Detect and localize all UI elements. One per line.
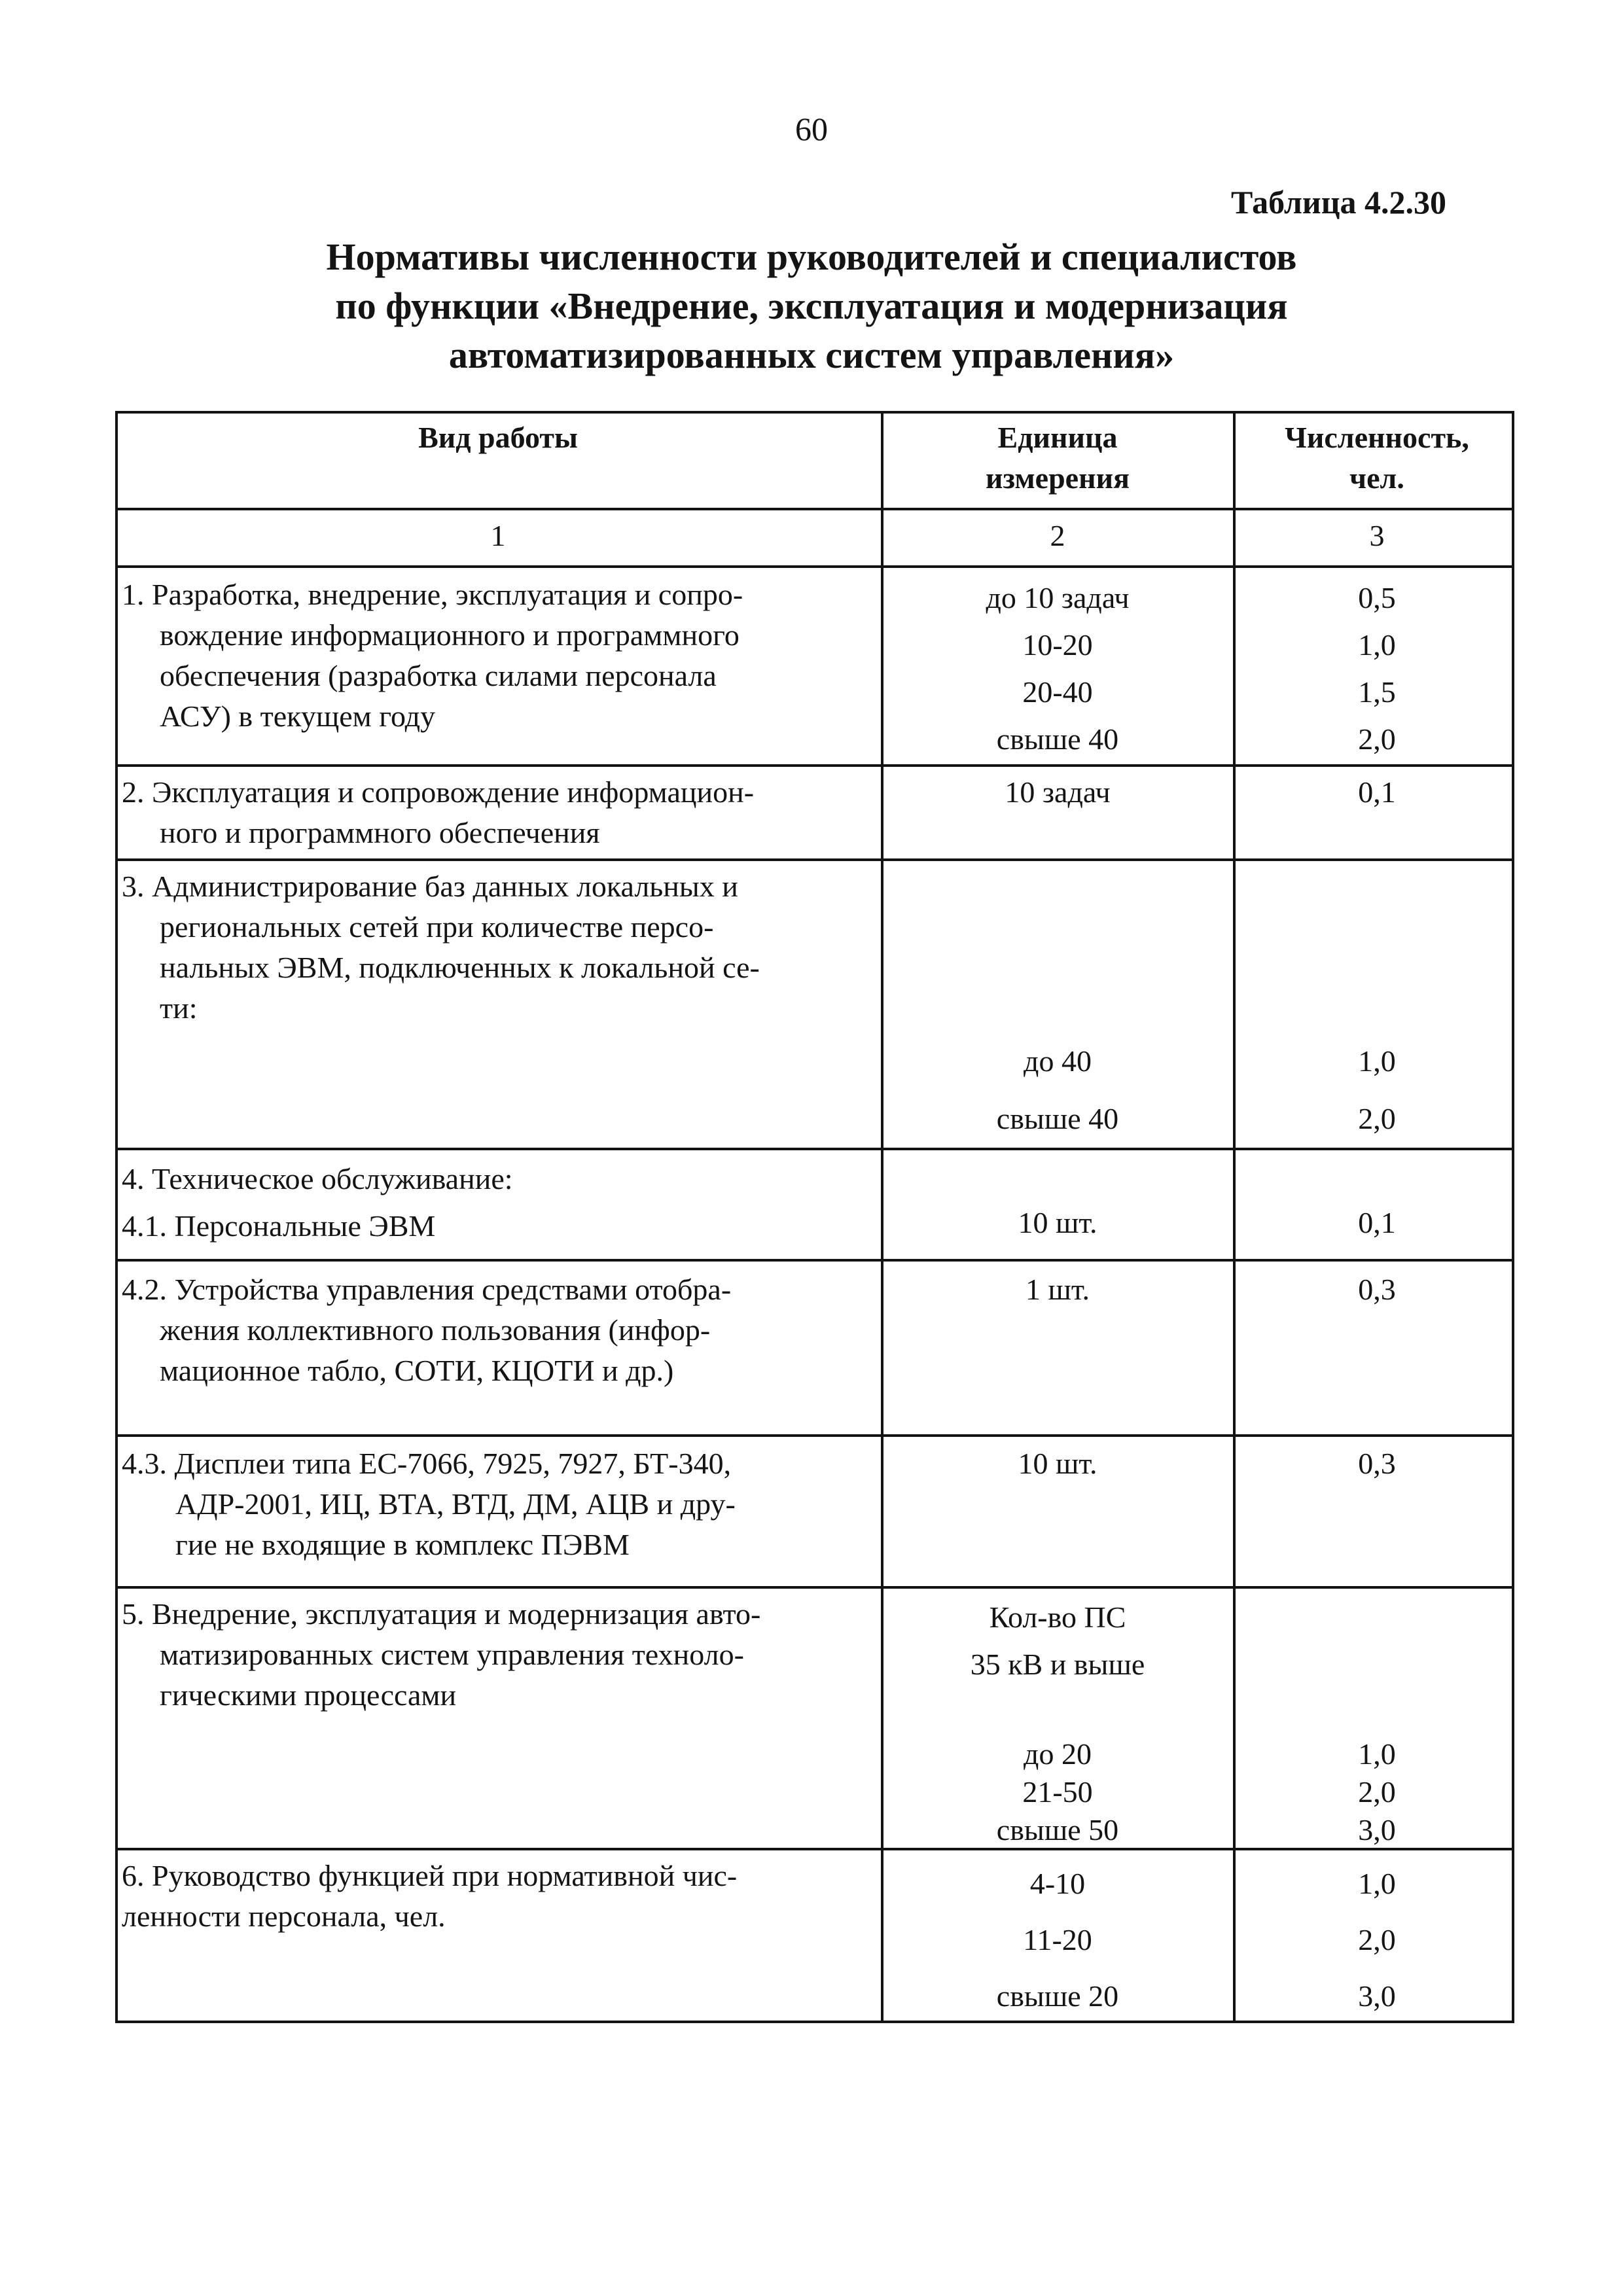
work-line: гическими процессами [160,1678,457,1712]
work-line: гие не входящие в комплекс ПЭВМ [175,1528,630,1561]
value: 2,0 [1358,1923,1396,1956]
work-line: ти: [160,991,198,1025]
header-unit-line1: Единица [997,421,1118,454]
unit: свыше 40 [996,722,1119,756]
row5-work [122,1594,874,1716]
table-label: Таблица 4.2.30 [1230,184,1446,221]
row42-value: 0,3 [1358,1273,1396,1306]
header-staff-count [1240,417,1514,499]
document-title [249,232,1374,380]
unit: свыше 40 [996,1102,1119,1135]
row3-values [1240,1033,1514,1148]
work-line: ного и программного обеспечения [160,816,600,849]
row-divider [115,1148,1514,1150]
value: 3,0 [1358,1813,1396,1846]
row2-unit: 10 задач [1005,775,1111,809]
work-line: 1. Разработка, внедрение, эксплуатация и сопро- [122,578,743,611]
row-divider [115,565,1514,568]
row43-value: 0,3 [1358,1447,1396,1480]
work-line: 2. Эксплуатация и сопровождение информацион- [122,775,755,809]
row4-work [122,1156,874,1250]
work-line: АДР-2001, ИЦ, ВТА, ВТД, ДМ, АЦВ и дру- [175,1487,736,1521]
value: 0,5 [1358,581,1396,614]
row6-work [122,1856,874,1937]
row3-units [881,1033,1234,1148]
table-border-top [115,411,1514,414]
row41-value: 0,1 [1358,1206,1396,1239]
row5-values [1240,1735,1514,1849]
work-line: матизированных систем управления техноло- [160,1638,744,1671]
norms-table [115,411,1514,2023]
title-line-1: Нормативы численности руководителей и специалистов [326,236,1297,278]
value: 1,0 [1358,628,1396,662]
work-line: 6. Руководство функцией при нормативной чис- [122,1859,738,1892]
col-number-2: 2 [1050,519,1065,552]
row6-units [881,1856,1234,2024]
col-number-3: 3 [1369,519,1385,552]
header-count-line2: чел. [1349,461,1404,495]
unit: 4-10 [1029,1867,1086,1900]
header-work-type: Вид работы [418,421,578,454]
unit: свыше 20 [996,1979,1119,2013]
table-border-left [115,411,118,2023]
row2-value: 0,1 [1358,775,1396,809]
row42-unit: 1 шт. [1025,1273,1090,1306]
work-line: 4. Техническое обслуживание: [122,1162,513,1195]
header-count-line1: Численность, [1285,421,1469,454]
row1-units [881,574,1234,763]
row-divider [115,1259,1514,1262]
work-line: региональных сетей при количестве персо- [160,910,714,944]
unit: 10-20 [1022,628,1093,662]
row-divider [115,508,1514,510]
unit: 20-40 [1022,675,1093,709]
row1-work [122,574,912,737]
work-line: 4.2. Устройства управления средствами отобра- [122,1273,732,1306]
row41-unit: 10 шт. [1018,1206,1097,1239]
work-line: обеспечения (разработка силами персонала [160,659,717,692]
work-line: мационное табло, СОТИ, КЦОТИ и др.) [160,1354,674,1387]
row-divider [115,764,1514,767]
col-number-1: 1 [490,519,506,552]
unit: до 40 [1024,1044,1092,1078]
row43-work [122,1443,874,1565]
title-line-2: по функции «Внедрение, эксплуатация и модернизация [335,285,1288,327]
row-divider [115,1434,1514,1437]
title-line-3: автоматизированных систем управления» [448,334,1175,376]
work-line: АСУ) в текущем году [160,699,436,733]
unit-header-line: 35 кВ и выше [970,1648,1145,1681]
work-line: 4.3. Дисплеи типа ЕС-7066, 7925, 7927, БТ-340, [122,1447,732,1480]
work-line: нальных ЭВМ, подключенных к локальной се- [160,951,760,984]
unit: свыше 50 [996,1813,1119,1846]
page-number: 60 [795,111,828,147]
row5-unit-header [881,1594,1234,1688]
value: 2,0 [1358,722,1396,756]
row42-work [122,1269,874,1391]
unit: до 10 задач [986,581,1130,614]
row3-work [122,866,874,1029]
work-line: 4.1. Персональные ЭВМ [122,1209,436,1243]
work-line: ленности персонала, чел. [122,1899,446,1933]
header-unit-line2: измерения [986,461,1130,495]
row2-work [122,772,874,853]
value: 1,0 [1358,1737,1396,1771]
unit-header-line: Кол-во ПС [989,1600,1126,1634]
work-line: 5. Внедрение, эксплуатация и модернизация авто- [122,1597,761,1631]
row-divider [115,858,1514,861]
row5-units [881,1735,1234,1849]
value: 3,0 [1358,1979,1396,2013]
unit: 21-50 [1022,1775,1093,1809]
work-line: 3. Администрирование баз данных локальных и [122,870,738,903]
header-unit [881,417,1234,499]
work-line: жения коллективного пользования (инфор- [160,1313,711,1347]
unit: до 20 [1024,1737,1092,1771]
row6-values [1240,1856,1514,2024]
value: 1,0 [1358,1867,1396,1900]
unit: 11-20 [1023,1923,1092,1956]
work-line: вождение информационного и программного [160,618,740,652]
row43-unit: 10 шт. [1018,1447,1097,1480]
row1-values [1240,574,1514,763]
value: 2,0 [1358,1102,1396,1135]
value: 1,0 [1358,1044,1396,1078]
row-divider [115,1586,1514,1589]
value: 1,5 [1358,675,1396,709]
value: 2,0 [1358,1775,1396,1809]
